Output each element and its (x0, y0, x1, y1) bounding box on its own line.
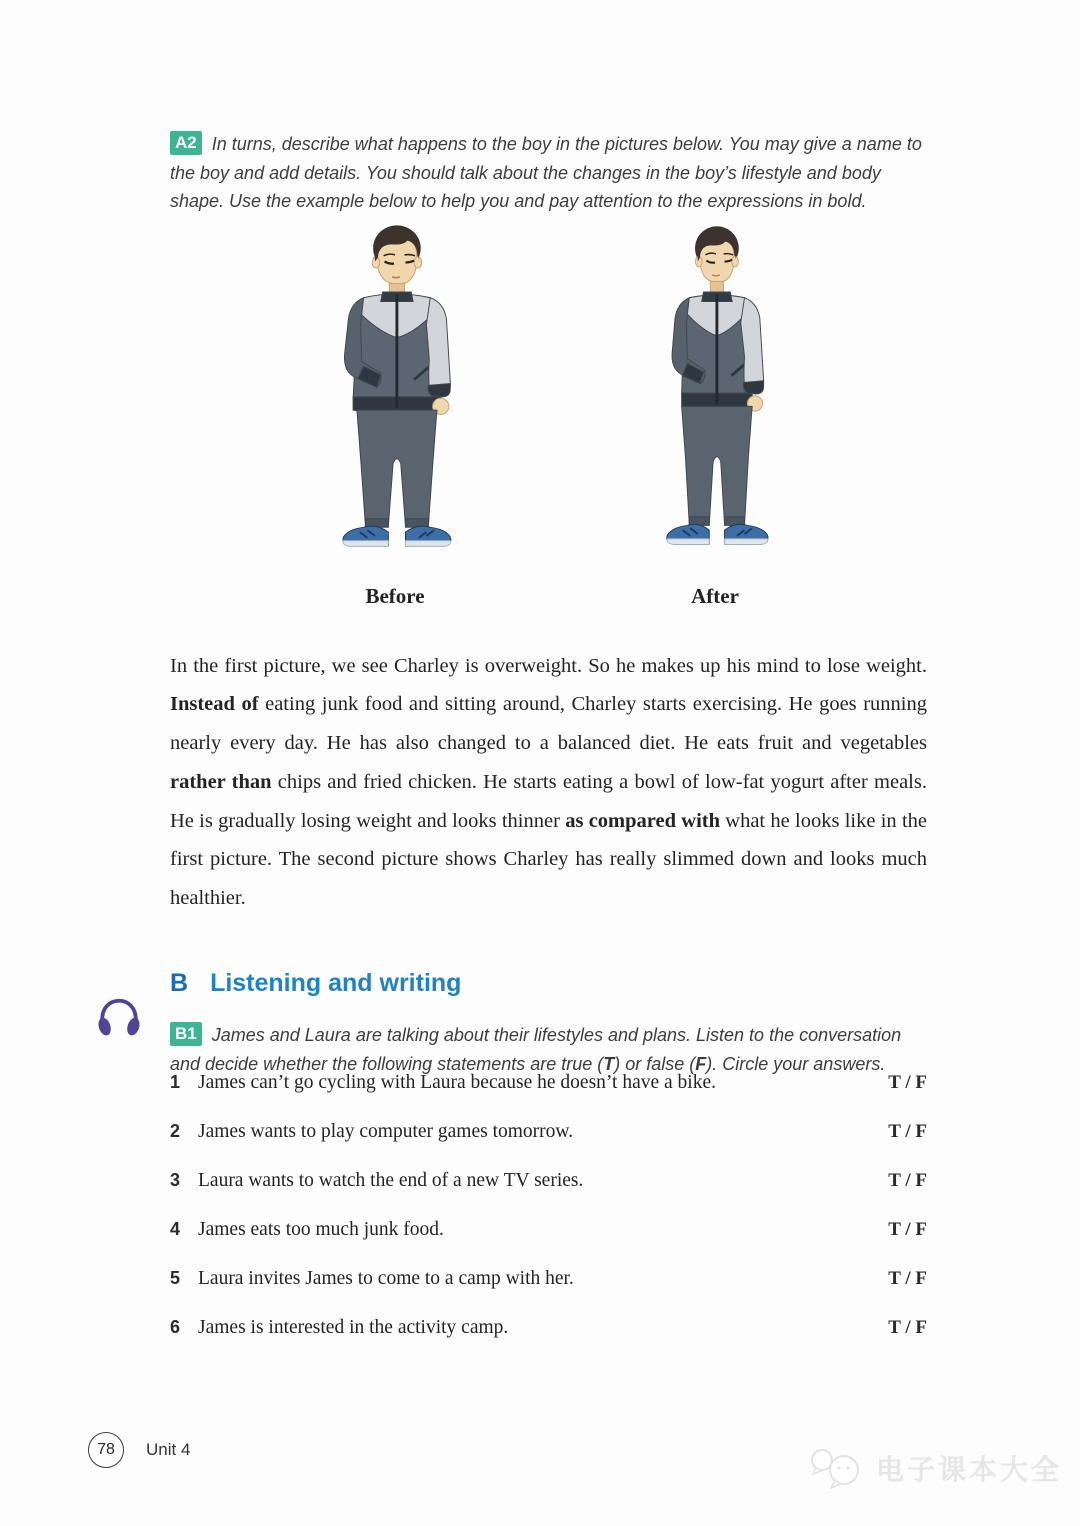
statement-text: James can’t go cycling with Laura because he doesn’t have a bike. (198, 1072, 717, 1093)
statement-text: Laura wants to watch the end of a new TV series. (198, 1170, 584, 1191)
after-label: After (691, 584, 739, 608)
chat-bubbles-icon (806, 1444, 868, 1492)
statement-row (170, 1170, 927, 1200)
statement-text: James wants to play computer games tomorrow. (198, 1121, 574, 1142)
statement-number: 3 (170, 1170, 181, 1190)
true-false-options: T / F (888, 1317, 927, 1338)
statement-number: 1 (170, 1072, 181, 1092)
a2-instruction (170, 130, 930, 216)
statement-number: 4 (170, 1219, 181, 1239)
statement-number: 5 (170, 1268, 181, 1288)
b1-badge: B1 (170, 1022, 202, 1046)
statement-text: Laura invites James to come to a camp with her. (198, 1268, 574, 1289)
section-b-title: Listening and writing (210, 968, 462, 997)
b1-instruction (170, 1021, 932, 1078)
unit-label: Unit 4 (146, 1440, 191, 1459)
statement-number: 2 (170, 1121, 181, 1141)
b1-instruction-text: James and Laura are talking about their lifestyles and plans. Listen to the conversation and decide whether the following statements are true (T) or false (F). Circle your answers. (170, 1025, 902, 1074)
section-b-heading (170, 969, 461, 998)
statement-row (170, 1317, 927, 1347)
boy-before-illustration (322, 212, 468, 574)
section-b-letter: B (170, 968, 189, 997)
watermark (806, 1444, 1062, 1492)
a2-instruction-text: In turns, describe what happens to the boy in the pictures below. You may give a name to the boy and add details. You should talk about the changes in the boy’s lifestyle and body shape. Use the example below to help you and pay attention to the expressions in bold. (170, 134, 922, 211)
true-false-options: T / F (888, 1121, 927, 1142)
a2-badge: A2 (170, 131, 202, 155)
page-number: 78 (88, 1432, 124, 1468)
true-false-options: T / F (888, 1268, 927, 1289)
figure-after (642, 212, 788, 609)
true-false-options: T / F (888, 1219, 927, 1240)
statement-number: 6 (170, 1317, 181, 1337)
statement-row (170, 1072, 927, 1102)
before-label: Before (365, 584, 425, 608)
boy-after-illustration (642, 212, 788, 574)
headphones-icon (96, 996, 142, 1040)
true-false-options: T / F (888, 1170, 927, 1191)
example-paragraph: In the first picture, we see Charley is overweight. So he makes up his mind to lose weight. Instead of eating junk food and sitting around, Charley starts exercising. He goes running nearly every day. He has also changed to a balanced diet. He eats fruit and vegetables rather than chips and fried chicken. He starts eating a bowl of low-fat yogurt after meals. He is gradually losing weight and looks thinner as compared with what he looks like in the first picture. The second picture shows Charley has really slimmed down and looks much healthier. (170, 654, 927, 910)
true-false-options: T / F (888, 1072, 927, 1093)
statement-row (170, 1121, 927, 1151)
watermark-text: 电子课本大全 (875, 1454, 1062, 1485)
statement-row (170, 1268, 927, 1298)
figure-before (322, 212, 468, 609)
statement-row (170, 1219, 927, 1249)
statements-list (170, 1072, 927, 1366)
statement-text: James is interested in the activity camp. (198, 1317, 509, 1338)
statement-text: James eats too much junk food. (198, 1219, 444, 1240)
